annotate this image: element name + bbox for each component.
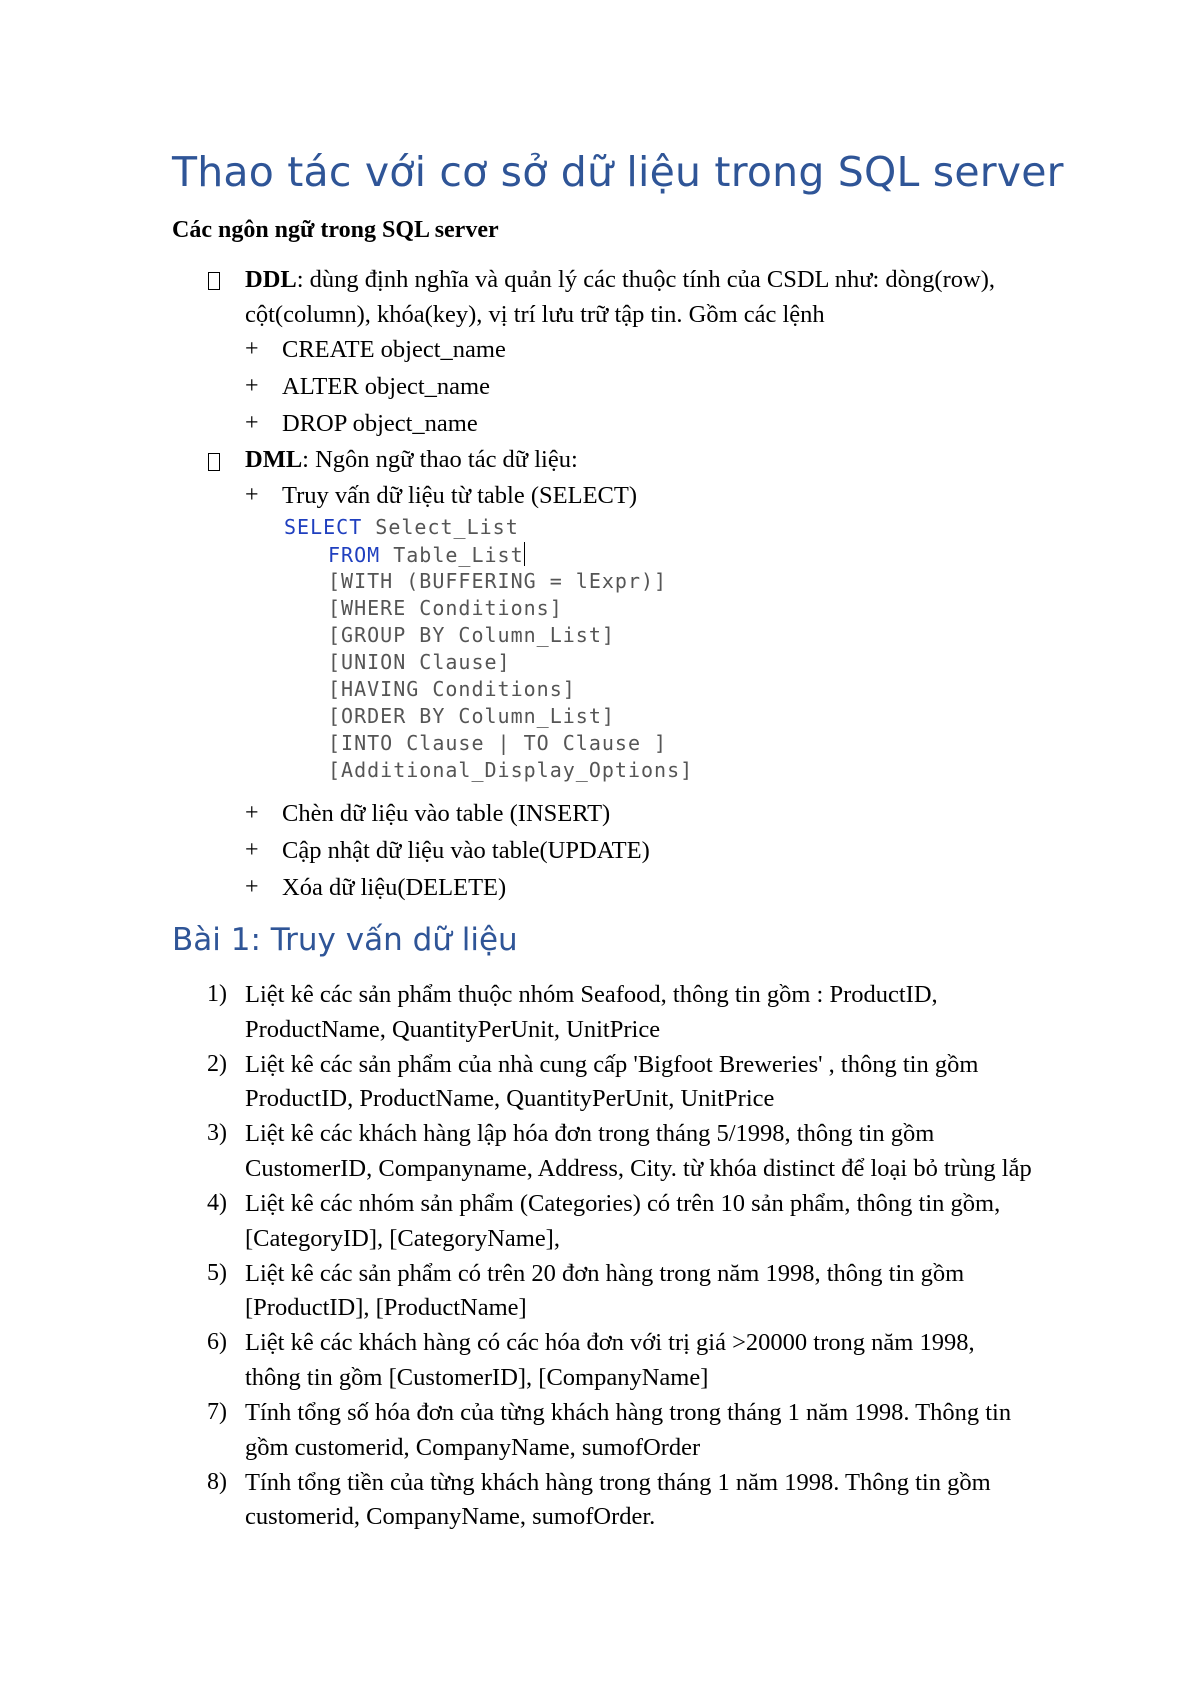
task-line: [CategoryID], [CategoryName],	[245, 1225, 560, 1252]
dml-item: Chèn dữ liệu vào table (INSERT)	[282, 800, 611, 827]
task-line: Liệt kê các khách hàng lập hóa đơn trong tháng 5/1998, thông tin gồm	[245, 1120, 935, 1147]
ddl-item: DROP object_name	[282, 410, 478, 437]
task-line: Liệt kê các sản phẩm thuộc nhóm Seafood, thông tin gồm : ProductID,	[245, 981, 938, 1008]
code-keyword: SELECT	[284, 515, 363, 539]
task-number: 5)	[207, 1260, 227, 1286]
dml-item: Xóa dữ liệu(DELETE)	[282, 874, 507, 901]
task-line: customerid, CompanyName, sumofOrder.	[245, 1503, 656, 1530]
task-line: ProductID, ProductName, QuantityPerUnit, UnitPrice	[245, 1085, 775, 1112]
ddl-item: CREATE object_name	[282, 336, 506, 363]
code-keyword: FROM	[328, 543, 381, 567]
plus-icon: +	[245, 874, 259, 900]
task-number: 8)	[207, 1469, 227, 1495]
task-number: 1)	[207, 981, 227, 1007]
plus-icon: +	[245, 837, 259, 863]
dml-line-1	[245, 446, 578, 474]
dml-label: DML	[245, 446, 303, 473]
dml-item: Cập nhật dữ liệu vào table(UPDATE)	[282, 837, 650, 864]
ddl-item: ALTER object_name	[282, 373, 490, 400]
task-line: CustomerID, Companyname, Address, City. từ khóa distinct để loại bỏ trùng lắp	[245, 1155, 1032, 1182]
dml-query-item: Truy vấn dữ liệu từ table (SELECT)	[282, 482, 637, 509]
ddl-line-2: cột(column), khóa(key), vị trí lưu trữ tập tin. Gồm các lệnh	[245, 301, 825, 328]
task-line: ProductName, QuantityPerUnit, UnitPrice	[245, 1016, 661, 1043]
page-title: Thao tác với cơ sở dữ liệu trong SQL server	[172, 148, 1064, 196]
task-line: Tính tổng tiền của từng khách hàng trong tháng 1 năm 1998. Thông tin gồm	[245, 1469, 991, 1496]
task-line: Liệt kê các sản phẩm có trên 20 đơn hàng trong năm 1998, thông tin gồm	[245, 1260, 965, 1287]
task-number: 7)	[207, 1399, 227, 1425]
task-line: Tính tổng số hóa đơn của từng khách hàng trong tháng 1 năm 1998. Thông tin	[245, 1399, 1012, 1426]
subtitle: Các ngôn ngữ trong SQL server	[172, 217, 499, 243]
task-number: 4)	[207, 1190, 227, 1216]
dml-description: : Ngôn ngữ thao tác dữ liệu:	[302, 446, 578, 473]
ddl-line-1	[245, 266, 995, 294]
task-line: [ProductID], [ProductName]	[245, 1294, 527, 1321]
code-text: Table_List	[380, 543, 524, 567]
text-cursor	[524, 542, 525, 566]
code-line: [GROUP BY Column_List]	[328, 623, 615, 647]
code-line-select	[284, 515, 519, 539]
plus-icon: +	[245, 410, 259, 436]
task-number: 6)	[207, 1329, 227, 1355]
task-line: Liệt kê các sản phẩm của nhà cung cấp 'Bigfoot Breweries' , thông tin gồm	[245, 1051, 979, 1078]
bullet-icon	[208, 272, 220, 290]
code-line: [UNION Clause]	[328, 650, 511, 674]
task-line: Liệt kê các khách hàng có các hóa đơn với trị giá >20000 trong năm 1998,	[245, 1329, 975, 1356]
code-line: [HAVING Conditions]	[328, 677, 576, 701]
code-line: [INTO Clause | TO Clause ]	[328, 731, 668, 755]
plus-icon: +	[245, 336, 259, 362]
ddl-label: DDL	[245, 266, 297, 293]
task-line: gồm customerid, CompanyName, sumofOrder	[245, 1434, 701, 1461]
section-heading: Bài 1: Truy vấn dữ liệu	[172, 922, 518, 958]
task-number: 2)	[207, 1051, 227, 1077]
task-line: Liệt kê các nhóm sản phẩm (Categories) có trên 10 sản phẩm, thông tin gồm,	[245, 1190, 1001, 1217]
code-line: [ORDER BY Column_List]	[328, 704, 615, 728]
code-line: [WITH (BUFFERING = lExpr)]	[328, 569, 668, 593]
code-line-from	[328, 542, 525, 567]
ddl-description: : dùng định nghĩa và quản lý các thuộc tính của CSDL như: dòng(row),	[296, 266, 995, 293]
plus-icon: +	[245, 800, 259, 826]
task-line: thông tin gồm [CustomerID], [CompanyName]	[245, 1364, 709, 1391]
task-number: 3)	[207, 1120, 227, 1146]
code-text: Select_List	[362, 515, 519, 539]
plus-icon: +	[245, 373, 259, 399]
code-line: [WHERE Conditions]	[328, 596, 563, 620]
code-line: [Additional_Display_Options]	[328, 758, 694, 782]
bullet-icon	[208, 453, 220, 471]
plus-icon: +	[245, 482, 259, 508]
